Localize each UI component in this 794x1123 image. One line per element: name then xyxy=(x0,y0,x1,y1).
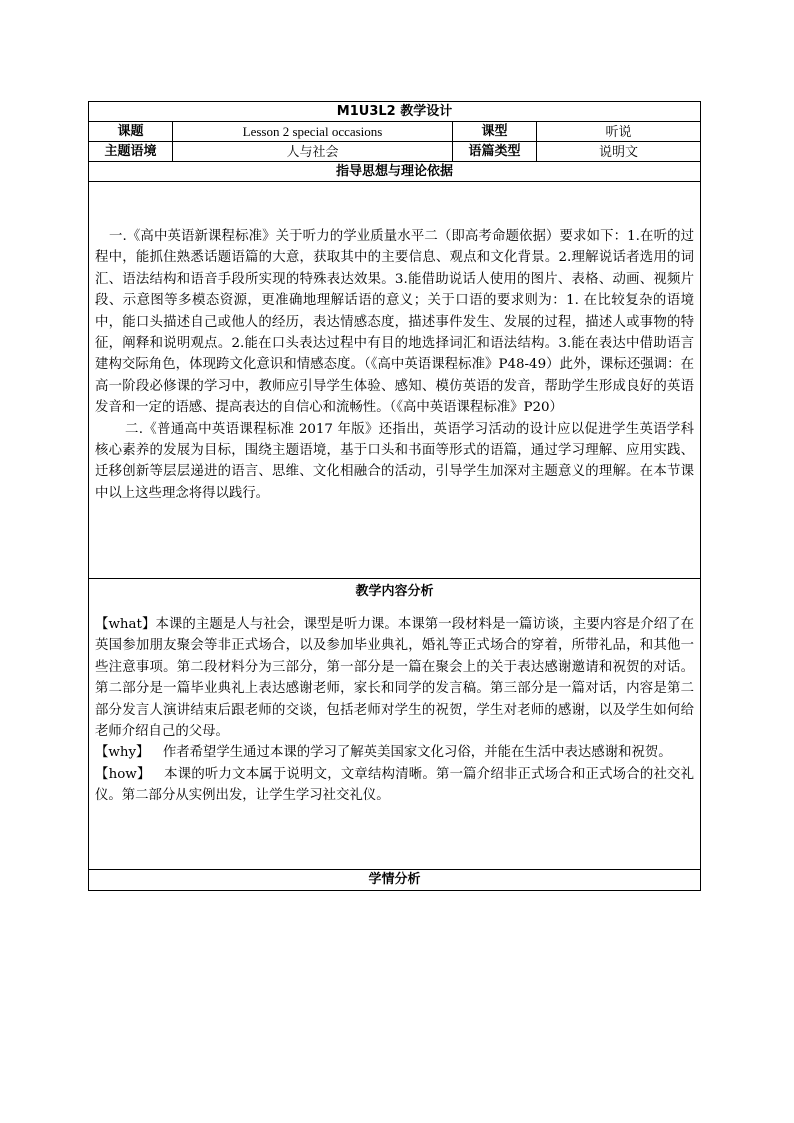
guiding-theory-paragraph-1: 一.《高中英语新课程标准》关于听力的学业质量水平二（即高考命题依据）要求如下：1.在听的过程中，能抓住熟悉话题语篇的大意，获取其中的主要信息、观点和文化背景。2.理解说话者选用的词汇、语法结构和语音手段所实现的特殊表达效果。3.能借助说话人使用的图片、表格、动画、视频片段、示意图等多模态资源，更准确地理解话语的意义；关于口语的要求则为：1. 在比较复杂的语境中，能口头描述自己或他人的经历，表达情感态度，描述事件发生、发展的过程，描述人或事物的特征，阐释和说明观点。2.能在口头表达过程中有目的地选择词汇和语法结构。3.能在表达中借助语言建构交际角色，体现跨文化意识和情感态度。（《高中英语课程标准》P48-49）此外，课标还强调：在高一阶段必修课的学习中，教师应引导学生体验、感知、模仿英语的发音，帮助学生形成良好的英语发音和一定的语感、提高表达的自信心和流畅性。（《高中英语课程标准》P20） xyxy=(95,229,695,416)
what-text: 本课的主题是人与社会，课型是听力课。本课第一段材料是一篇访谈，主要内容是介绍了在英国参加朋友聚会等非正式场合，以及参加毕业典礼，婚礼等正式场合的穿着，所带礼品，和其他一些注意事项。第二段材料分为三部分，第一部分是一篇在聚会上的关于表达感谢邀请和祝贺的对话。第二部分是一篇毕业典礼上表达感谢老师，家长和同学的发言稿。第三部分是一篇对话，内容是第二部分发言人演讲结束后跟老师的交谈，包括老师对学生的祝贺，学生对老师的感谢，以及学生如何给老师介绍自己的父母。 xyxy=(95,617,695,740)
learner-analysis-heading: 学情分析 xyxy=(89,870,701,891)
lesson-type-value: 听说 xyxy=(537,122,701,142)
how-text: 本课的听力文本属于说明文，文章结构清晰。第一篇介绍非正式场合和正式场合的社交礼仪。第二部分从实例出发，让学生学习社交礼仪。 xyxy=(95,766,695,804)
guiding-theory-paragraph-2: 二.《普通高中英语课程标准 2017 年版》还指出，英语学习活动的设计应以促进学生英语学科核心素养的发展为目标，围绕主题语境，基于口头和书面等形式的语篇，通过学习理解、应用实践、迁移创新等层层递进的语言、思维、文化相融合的活动，引导学生加深对主题意义的理解。在本节课中以上这些理念将得以践行。 xyxy=(95,421,695,501)
lesson-plan-table xyxy=(88,101,701,891)
text-genre-value: 说明文 xyxy=(537,142,701,162)
why-paragraph xyxy=(95,742,694,763)
guiding-theory-body xyxy=(89,182,701,579)
lesson-type-label: 课型 xyxy=(453,122,537,142)
topic-value: Lesson 2 special occasions xyxy=(173,122,453,142)
what-tag: 【what】 xyxy=(95,617,156,632)
document-title: M1U3L2 教学设计 xyxy=(89,102,701,122)
why-text: 作者希望学生通过本课的学习了解英美国家文化习俗，并能在生活中表达感谢和祝贺。 xyxy=(162,745,672,761)
what-paragraph xyxy=(95,614,694,742)
theme-context-value: 人与社会 xyxy=(173,142,453,162)
topic-label: 课题 xyxy=(89,122,173,142)
text-genre-label: 语篇类型 xyxy=(453,142,537,162)
theme-context-label: 主题语境 xyxy=(89,142,173,162)
guiding-theory-heading: 指导思想与理论依据 xyxy=(89,162,701,182)
why-tag: 【why】 xyxy=(95,745,150,761)
content-analysis-heading: 教学内容分析 xyxy=(355,584,434,599)
how-paragraph xyxy=(95,764,694,807)
lesson-plan-document xyxy=(88,101,700,891)
content-analysis-cell xyxy=(89,579,701,870)
how-tag: 【how】 xyxy=(95,766,151,782)
